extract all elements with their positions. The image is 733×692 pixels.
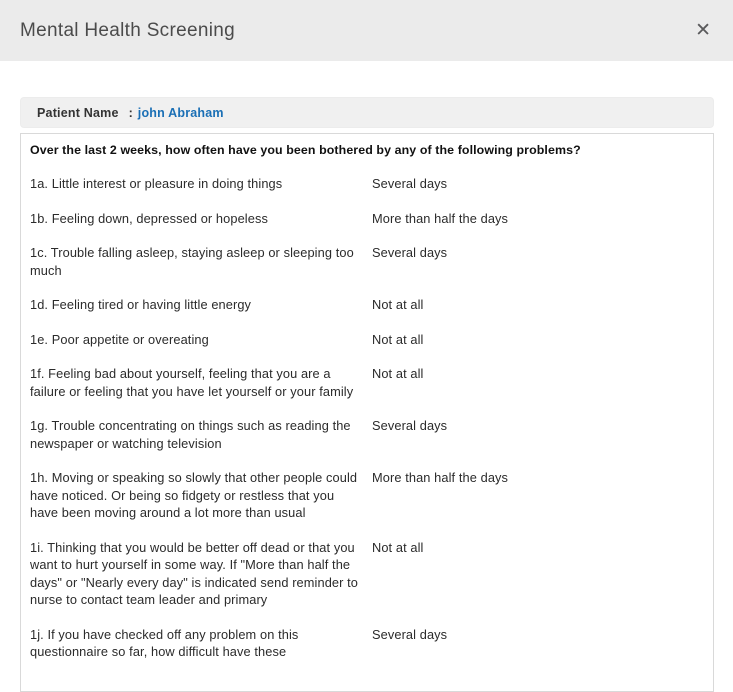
- question-row: [30, 210, 704, 228]
- question-text: 1g. Trouble concentrating on things such as reading the newspaper or watching television: [30, 418, 351, 451]
- question-text: 1i. Thinking that you would be better off dead or that you want to hurt yourself in some way. If "More than half the days" or "Nearly every day" is indicated send reminder to nurse to contact team leader and primary: [30, 539, 359, 607]
- question-text: 1h. Moving or speaking so slowly that other people could have noticed. Or being so fidgety or restless that you have been moving around a lot more than usual: [30, 470, 358, 520]
- answer-text: More than half the days: [372, 210, 509, 226]
- answer-text: Not at all: [372, 539, 424, 555]
- question-row: [30, 469, 704, 522]
- question-row: [30, 539, 704, 609]
- modal-header: [0, 0, 733, 61]
- answer-text: Several days: [372, 626, 448, 642]
- answer-text: More than half the days: [372, 470, 509, 485]
- question-list: [30, 175, 704, 661]
- question-row: [30, 365, 704, 400]
- question-row: [30, 244, 704, 279]
- answer-text: Several days: [372, 418, 448, 433]
- patient-name-separator: :: [128, 105, 133, 120]
- answer-text: Several days: [372, 176, 448, 191]
- questionnaire-intro: Over the last 2 weeks, how often have you been bothered by any of the following problems?: [30, 143, 581, 157]
- question-row: [30, 626, 704, 661]
- question-text: 1e. Poor appetite or overeating: [30, 331, 209, 347]
- patient-name-value[interactable]: john Abraham: [137, 105, 224, 120]
- question-text: 1c. Trouble falling asleep, staying asleep or sleeping too much: [30, 245, 354, 278]
- modal-body: [0, 61, 733, 692]
- answer-text: Not at all: [372, 366, 424, 381]
- answer-text: Not at all: [372, 297, 424, 312]
- question-row: [30, 175, 704, 193]
- questionnaire-panel: [20, 133, 714, 692]
- question-text: 1d. Feeling tired or having little energy: [30, 297, 252, 312]
- question-row: [30, 417, 704, 452]
- question-row: [30, 331, 704, 349]
- answer-text: Not at all: [372, 331, 424, 347]
- question-text: 1j. If you have checked off any problem on this questionnaire so far, how difficult have these: [30, 626, 299, 659]
- question-row: [30, 296, 704, 314]
- close-icon[interactable]: ✕: [695, 20, 711, 41]
- question-text: 1b. Feeling down, depressed or hopeless: [30, 210, 268, 226]
- patient-name-label: Patient Name: [37, 105, 119, 120]
- question-text: 1a. Little interest or pleasure in doing things: [30, 176, 283, 191]
- modal-title: Mental Health Screening: [20, 19, 235, 41]
- patient-name-bar: [20, 97, 714, 128]
- answer-text: Several days: [372, 245, 448, 260]
- question-text: 1f. Feeling bad about yourself, feeling that you are a failure or feeling that you have let yourself or your family: [30, 366, 354, 399]
